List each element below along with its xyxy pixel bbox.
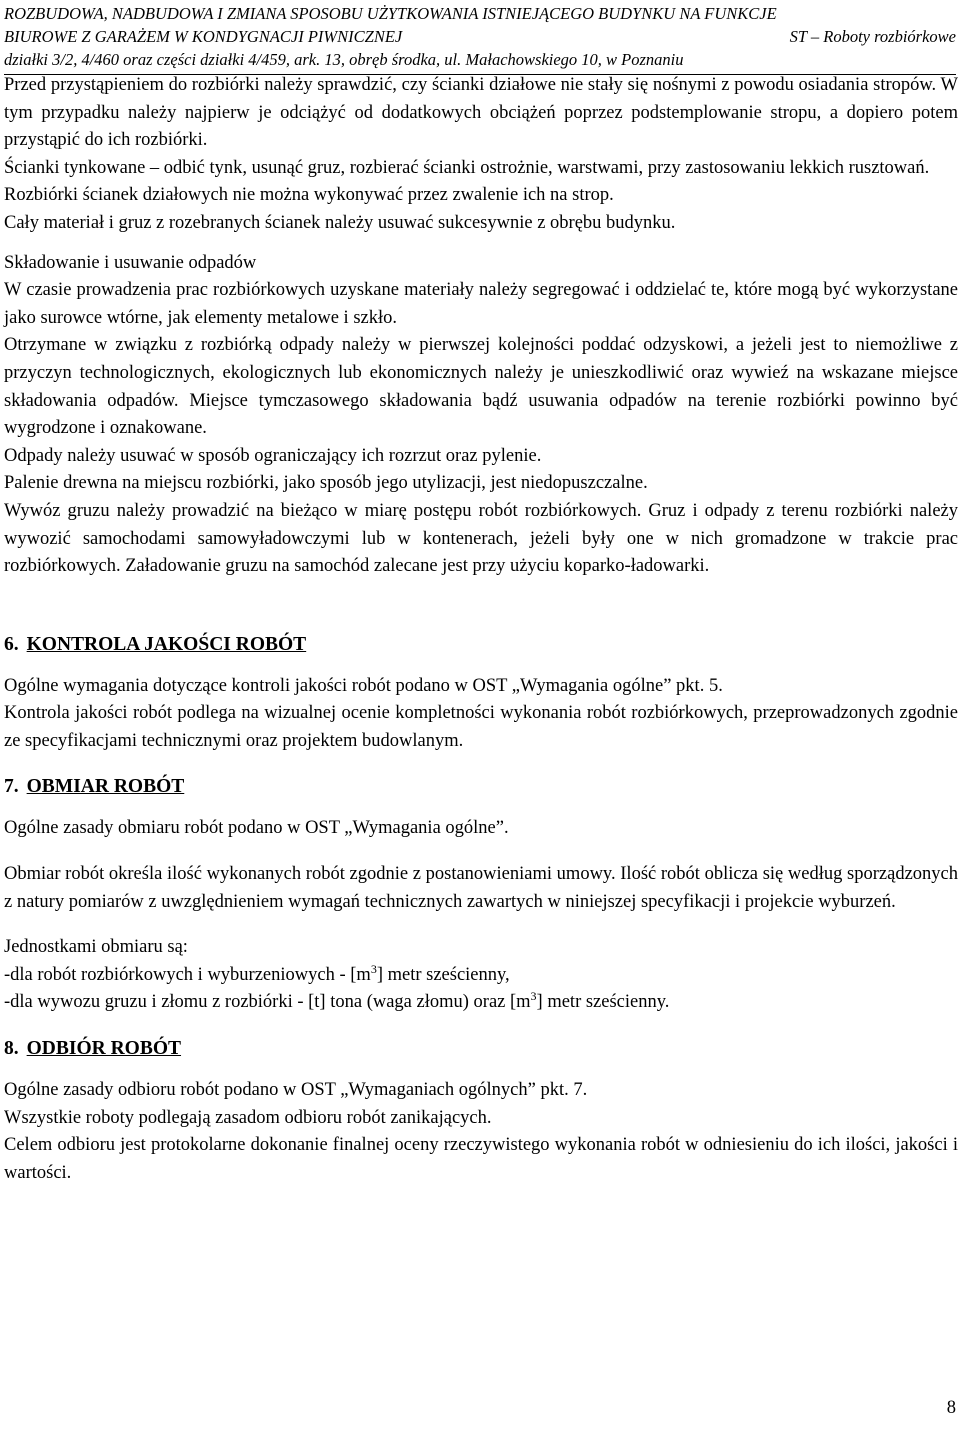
paragraph: Wszystkie roboty podlegają zasadom odbioru robót zanikających. xyxy=(4,1107,492,1128)
section-number: 6. xyxy=(4,633,19,655)
paragraph: Kontrola jakości robót podlega na wizualnej ocenie kompletności wykonania robót rozbiórkowych, przeprowadzonych zgodnie ze specyfikacjami technicznymi oraz projektem budowlanym. xyxy=(4,703,958,751)
unit-item: -dla wywozu gruzu i złomu z rozbiórki - [t] tona (waga złomu) oraz $[m^3]$ metr sześcienny. xyxy=(4,989,670,1013)
document-body xyxy=(4,72,958,1187)
paragraph: Ogólne zasady odbioru robót podano w OST „Wymaganiach ogólnych” pkt. 7. xyxy=(4,1080,588,1101)
page-header xyxy=(4,2,956,75)
section-number: 8. xyxy=(4,1038,19,1060)
paragraph: Ogólne wymagania dotyczące kontroli jakości robót podano w OST „Wymagania ogólne” pkt. 5. xyxy=(4,675,723,696)
page-number: 8 xyxy=(946,1398,956,1418)
header-spec-title: ST – Roboty rozbiórkowe xyxy=(789,27,956,46)
paragraph: Cały materiał i gruz z rozebranych ścianek należy usuwać sukcesywnie z obrębu budynku. xyxy=(4,212,676,233)
paragraph: Wywóz gruzu należy prowadzić na bieżąco w miarę postępu robót rozbiórkowych. Gruz i odpady z terenu rozbiórki należy wywozić samochodami samowyładowczymi lub w kontenerach, jeżeli były one w nich gromadzone w trakcie prac rozbiórkowych. Załadowanie gruzu na samochód zalecane jest przy użyciu koparko-ładowarki. xyxy=(4,500,958,577)
paragraph: Otrzymane w związku z rozbiórką odpady należy w pierwszej kolejności poddać odzyskowi, a jeżeli jest to niemożliwe z przyczyn technologicznych, ekologicznych lub ekonomicznych należy je unieszkodliwić oraz wywieź na wskazane miejsce składowania odpadów. Miejsce tymczasowego składowania bądź usuwania odpadów na terenie rozbiórki powinno być wygrodzone i oznakowane. xyxy=(4,335,958,439)
section-title: KONTROLA JAKOŚCI ROBÓT xyxy=(26,633,307,655)
header-line-1: ROZBUDOWA, NADBUDOWA I ZMIANA SPOSOBU UŻYTKOWANIA ISTNIEJĄCEGO BUDYNKU NA FUNKCJE xyxy=(4,4,777,23)
section-number: 7. xyxy=(4,776,19,798)
units-title: Jednostkami obmiaru są: xyxy=(4,937,188,958)
paragraph: Obmiar robót określa ilość wykonanych robót zgodnie z postanowieniami umowy. Ilość robót oblicza się według sporządzonych z natury pomiarów z uwzględnieniem wymagań technicznych zawartych w niniejszej specyfikacji i projekcie wyburzeń. xyxy=(4,864,958,912)
section-title: ODBIÓR ROBÓT xyxy=(26,1038,182,1060)
paragraph: Ogólne zasady obmiaru robót podano w OST „Wymagania ogólne”. xyxy=(4,818,509,839)
section-heading-8 xyxy=(4,1035,958,1063)
paragraph: Odpady należy usuwać w sposób ograniczający ich rozrzut oraz pylenie. xyxy=(4,445,542,466)
header-project-type: BIUROWE Z GARAŻEM W KONDYGNACJI PIWNICZNEJ xyxy=(4,27,403,46)
subsection-title: Składowanie i usuwanie odpadów xyxy=(4,252,257,273)
header-location: działki 3/2, 4/460 oraz części działki 4/459, ark. 13, obręb środka, ul. Małachowskiego 10, w Poznaniu xyxy=(4,50,684,69)
section-heading-6 xyxy=(4,631,958,659)
paragraph: Rozbiórki ścianek działowych nie można wykonywać przez zwalenie ich na strop. xyxy=(4,185,614,206)
paragraph: Przed przystąpieniem do rozbiórki należy sprawdzić, czy ścianki działowe nie stały się nośnymi z powodu osiadania stropów. W tym przypadku należy najpierw je odciążyć od dodatkowych obciążeń poprzez podstemplowanie stropu, a dopiero potem przystąpić do ich rozbiórki. xyxy=(4,75,958,151)
paragraph: Celem odbioru jest protokolarne dokonanie finalnej oceny rzeczywistego wykonania robót w odniesieniu do ich ilości, jakości i wartości. xyxy=(4,1135,958,1183)
header-line-2 xyxy=(4,25,956,48)
paragraph: Palenie drewna na miejscu rozbiórki, jako sposób jego utylizacji, jest niedopuszczalne. xyxy=(4,473,648,494)
unit-item: -dla robót rozbiórkowych i wyburzeniowych - $[m^3]$ metr sześcienny, xyxy=(4,961,510,985)
paragraph: W czasie prowadzenia prac rozbiórkowych uzyskane materiały należy segregować i oddzielać te, które mogą być wykorzystane jako surowce wtórne, jak elementy metalowe i szkło. xyxy=(4,280,958,328)
paragraph: Ścianki tynkowane – odbić tynk, usunąć gruz, rozbierać ścianki ostrożnie, warstwami, przy zastosowaniu lekkich rusztowań. xyxy=(4,157,930,178)
section-title: OBMIAR ROBÓT xyxy=(26,776,185,798)
section-heading-7 xyxy=(4,773,958,801)
